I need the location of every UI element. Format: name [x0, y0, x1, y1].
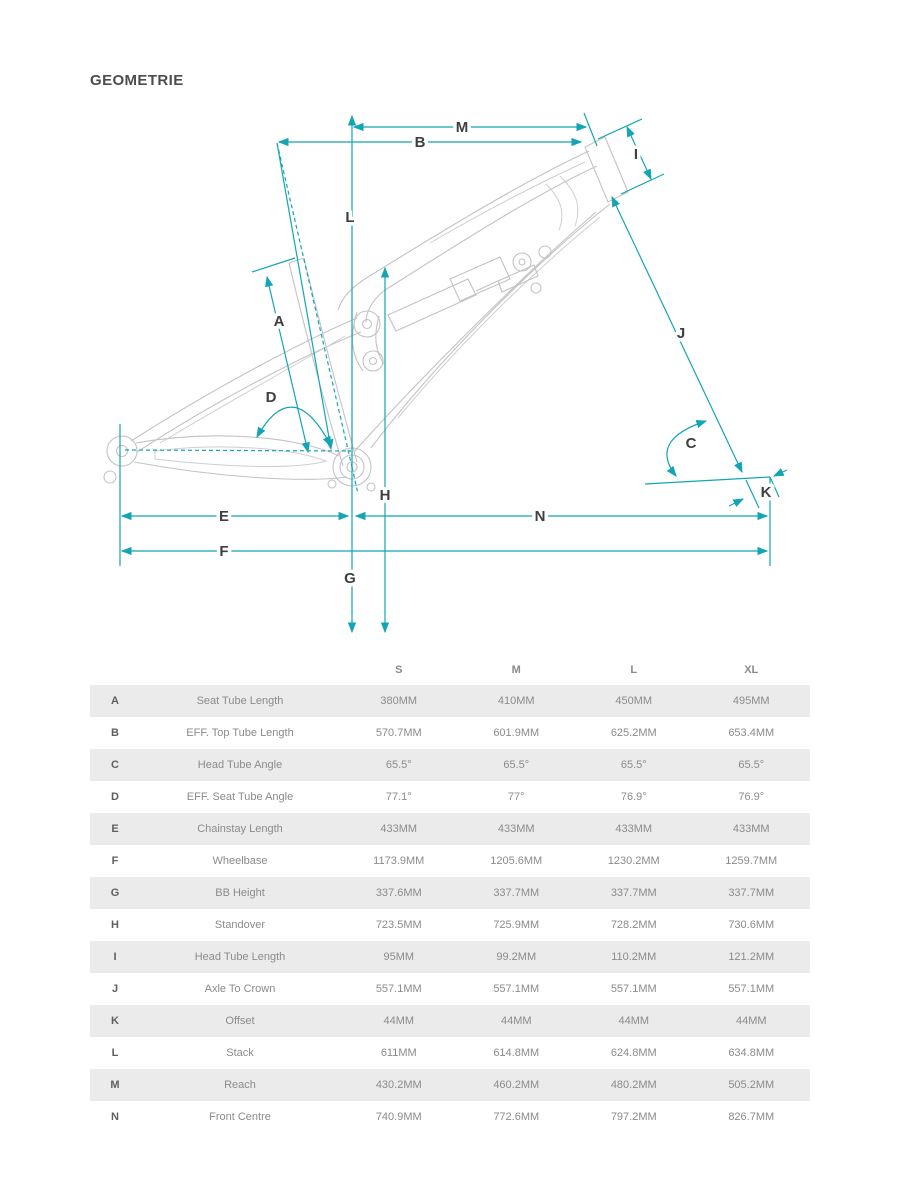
row-value: 433MM [497, 823, 535, 835]
row-label: Front Centre [209, 1111, 271, 1123]
size-column-header-m: M [511, 664, 521, 676]
table-row [90, 941, 810, 973]
row-label: EFF. Top Tube Length [186, 727, 294, 739]
frame-drawing [104, 137, 628, 491]
row-label: Axle To Crown [204, 983, 276, 995]
row-value: 65.5° [503, 759, 530, 771]
row-value: 380MM [380, 695, 418, 707]
shock-mount [513, 253, 531, 271]
row-key: G [110, 887, 120, 899]
rear-axle [117, 446, 128, 457]
top-tube-detail [430, 162, 585, 243]
dim-line-A-seat-tube [267, 277, 308, 452]
seat-cluster [366, 290, 385, 322]
row-value: 725.9MM [493, 919, 540, 931]
offset-arrow-K [729, 499, 743, 506]
row-value: 740.9MM [375, 1111, 422, 1123]
table-row [90, 685, 810, 717]
ext-line-head-tube-top [584, 113, 597, 146]
steering-axis-extension [746, 480, 759, 508]
row-value: 77° [507, 791, 525, 803]
size-column-header-l: L [630, 664, 638, 676]
row-key: D [111, 791, 119, 803]
size-column-header-xl: XL [744, 664, 759, 676]
rocker-pivot [363, 320, 372, 329]
row-value: 625.2MM [610, 727, 657, 739]
row-value: 570.7MM [375, 727, 422, 739]
geometry-table [90, 655, 810, 1133]
seat-tube-axis-line [277, 143, 355, 467]
shock-mount [519, 259, 525, 265]
row-value: 110.2MM [611, 951, 657, 963]
dim-label-h: H [379, 487, 391, 504]
row-value: 653.4MM [728, 727, 775, 739]
dim-label-j: J [676, 325, 686, 342]
size-column-header-s: S [395, 664, 403, 676]
row-label: Stack [226, 1047, 254, 1059]
row-value: 728.2MM [610, 919, 657, 931]
row-value: 433MM [732, 823, 770, 835]
row-value: 95MM [383, 951, 415, 963]
table-row [90, 973, 810, 1005]
row-value: 1259.7MM [725, 855, 778, 867]
row-value: 601.9MM [493, 727, 540, 739]
ext-line-I-top [598, 119, 642, 139]
row-value: 44MM [500, 1015, 532, 1027]
row-value: 410MM [497, 695, 535, 707]
ground-reference-line [645, 477, 770, 484]
row-value: 460.2MM [493, 1079, 540, 1091]
row-value: 44MM [618, 1015, 650, 1027]
row-key: A [111, 695, 119, 707]
row-value: 495MM [732, 695, 770, 707]
row-value: 433MM [380, 823, 418, 835]
row-key: J [111, 983, 119, 995]
table-header-row [90, 655, 810, 685]
row-value: 65.5° [620, 759, 647, 771]
row-value: 772.6MM [493, 1111, 540, 1123]
table-row [90, 749, 810, 781]
chainstay [134, 462, 347, 479]
dim-label-m: M [455, 119, 469, 136]
row-value: 337.7MM [728, 887, 775, 899]
dim-label-d: D [265, 389, 277, 406]
row-value: 614.8MM [493, 1047, 540, 1059]
link-pivot [363, 351, 383, 371]
row-key: B [111, 727, 119, 739]
dim-line-I-head-tube [627, 127, 651, 179]
bb-bolt [367, 483, 375, 491]
row-key: K [111, 1015, 119, 1027]
down-tube-detail [398, 217, 600, 418]
row-key: H [111, 919, 119, 931]
row-value: 505.2MM [728, 1079, 775, 1091]
row-label: EFF. Seat Tube Angle [186, 791, 294, 803]
row-value: 826.7MM [728, 1111, 775, 1123]
row-label: Seat Tube Length [196, 695, 284, 707]
bb-bolt [328, 480, 336, 488]
row-label: Standover [214, 919, 266, 931]
shock-bracket [498, 265, 538, 292]
row-value: 611MM [380, 1047, 417, 1059]
row-key: M [110, 1079, 120, 1091]
top-tube [368, 151, 589, 277]
seat-tube [304, 258, 357, 462]
table-row [90, 717, 810, 749]
row-value: 1173.9MM [373, 855, 425, 867]
row-value: 65.5° [385, 759, 412, 771]
row-value: 723.5MM [375, 919, 422, 931]
row-value: 77.1° [385, 791, 412, 803]
dim-label-i: I [633, 146, 639, 163]
dimension-labels [219, 119, 772, 587]
row-value: 634.8MM [728, 1047, 775, 1059]
row-value: 480.2MM [610, 1079, 657, 1091]
row-value: 337.6MM [375, 887, 422, 899]
row-label: Reach [224, 1079, 256, 1091]
dim-tick-A [252, 258, 295, 272]
shock-body [388, 279, 476, 331]
row-key: N [111, 1111, 119, 1123]
dim-label-b: B [414, 134, 426, 151]
page-title: GEOMETRIE [90, 72, 184, 89]
rear-dropout [107, 436, 137, 466]
top-tube [385, 166, 597, 290]
shock-canister [450, 257, 510, 301]
row-value: 730.6MM [728, 919, 775, 931]
dim-label-l: L [345, 209, 355, 226]
row-label: Offset [225, 1015, 255, 1027]
bracket-bolt [531, 283, 541, 293]
row-label: Head Tube Angle [197, 759, 283, 771]
row-value: 433MM [615, 823, 653, 835]
row-label: Head Tube Length [194, 951, 286, 963]
dropout-bolt [104, 471, 116, 483]
row-key: L [111, 1047, 119, 1059]
table-row [90, 1101, 810, 1133]
row-value: 337.7MM [493, 887, 540, 899]
ext-line-I-bottom [621, 174, 664, 194]
row-value: 557.1MM [610, 983, 657, 995]
chainstay-cutout [155, 447, 326, 467]
row-key: F [111, 855, 119, 867]
row-key: E [111, 823, 119, 835]
row-key: I [113, 951, 117, 963]
dim-label-k: K [760, 484, 772, 501]
row-value: 337.7MM [610, 887, 657, 899]
geometry-diagram [0, 95, 900, 655]
table-row [90, 1069, 810, 1101]
dim-label-a: A [273, 313, 285, 330]
dim-label-g: G [344, 570, 356, 587]
row-value: 430.2MM [375, 1079, 422, 1091]
row-value: 76.9° [738, 791, 765, 803]
seat-cluster [338, 277, 368, 310]
dim-label-c: C [685, 435, 697, 452]
row-value: 121.2MM [728, 951, 775, 963]
table-row [90, 845, 810, 877]
row-value: 1230.2MM [607, 855, 660, 867]
dim-label-n: N [534, 508, 546, 525]
row-value: 44MM [735, 1015, 767, 1027]
geometry-table-body [90, 685, 810, 1133]
dim-label-e: E [218, 508, 230, 525]
row-value: 557.1MM [375, 983, 422, 995]
table-row [90, 813, 810, 845]
row-value: 76.9° [620, 791, 647, 803]
row-value: 1205.6MM [490, 855, 543, 867]
table-row [90, 909, 810, 941]
link-pivot [370, 358, 377, 365]
head-tube [585, 137, 628, 202]
table-row [90, 781, 810, 813]
row-label: BB Height [215, 887, 265, 899]
table-row [90, 877, 810, 909]
row-value: 557.1MM [728, 983, 775, 995]
table-row [90, 1005, 810, 1037]
row-label: Wheelbase [212, 855, 268, 867]
bracket-bolt [539, 246, 551, 258]
row-value: 557.1MM [493, 983, 540, 995]
row-value: 624.8MM [610, 1047, 657, 1059]
offset-arrow-K [774, 470, 787, 476]
row-value: 44MM [383, 1015, 415, 1027]
row-value: 99.2MM [496, 951, 537, 963]
eff-seat-angle-line [277, 143, 331, 449]
row-value: 797.2MM [610, 1111, 657, 1123]
row-value: 65.5° [738, 759, 765, 771]
dim-label-f: F [219, 543, 229, 560]
row-key: C [111, 759, 119, 771]
table-row [90, 1037, 810, 1069]
seatstay-detail [160, 336, 345, 443]
row-label: Chainstay Length [197, 823, 283, 835]
angle-arc-D [257, 407, 331, 446]
row-value: 450MM [615, 695, 653, 707]
